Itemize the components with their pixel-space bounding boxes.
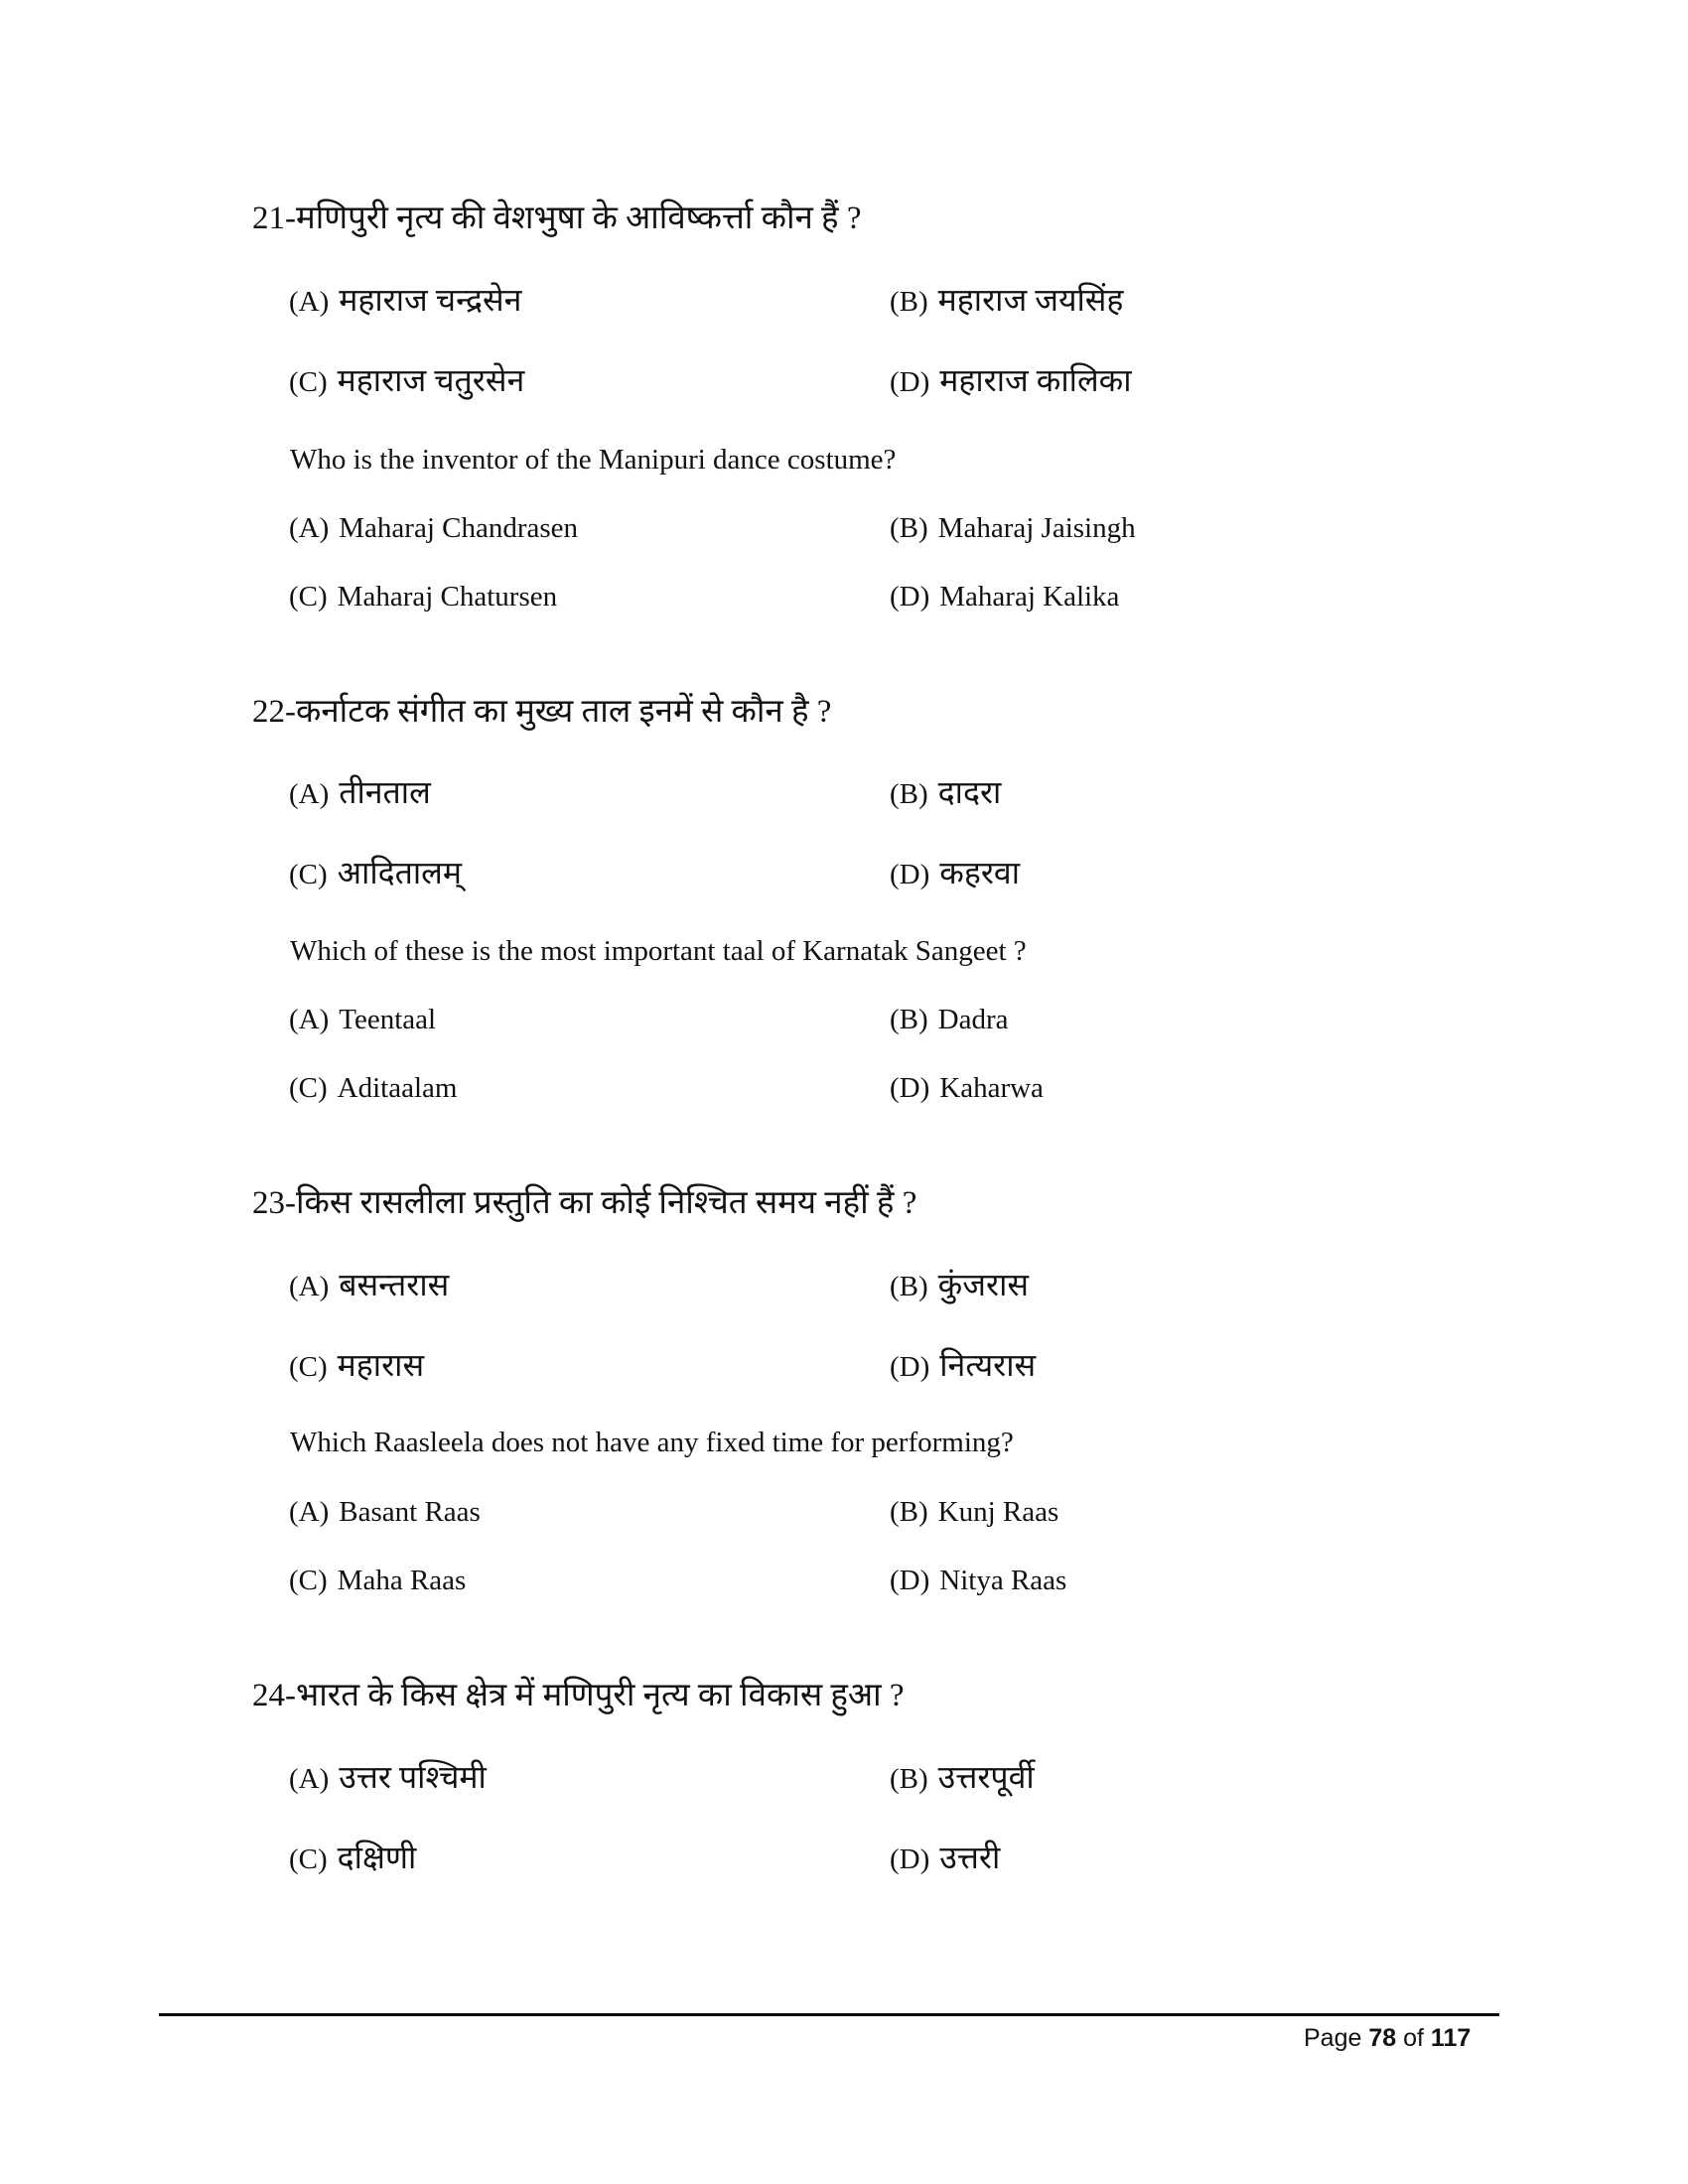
q23-hindi-option-c [289,1345,424,1387]
option-label: (B) [890,1271,928,1302]
footer-rule [159,2013,1499,2016]
option-label: (C) [289,1072,328,1104]
question-23-english: Which Raasleela does not have any fixed time for performing? [290,1427,1014,1458]
option-label: (D) [890,366,930,398]
q22-english-option-c [289,1070,457,1106]
option-label: (A) [289,1763,330,1795]
q24-hindi-option-d [890,1838,1000,1879]
option-text: Maharaj Chatursen [337,581,558,613]
option-label: (D) [890,581,930,613]
q21-english-option-c [289,579,557,614]
question-21-hindi [252,199,861,238]
option-text: Aditaalam [337,1072,458,1104]
question-22-english: Which of these is the most important taal of Karnatak Sangeet ? [290,935,1027,967]
option-text: उत्तरपूर्वी [937,1759,1035,1795]
option-label: (B) [890,286,928,318]
q24-hindi-option-a [289,1757,487,1799]
question-23-hindi [252,1183,916,1223]
option-text: Kunj Raas [937,1496,1059,1528]
option-label: (A) [289,512,330,544]
option-text: महाराज चतुरसेन [337,362,525,398]
option-label: (A) [289,1004,330,1035]
option-text: आदितालम् [337,855,463,890]
question-text: किस रासलीला प्रस्तुति का कोई निश्चित समय नहीं हैं ? [296,1185,917,1221]
option-label: (A) [289,286,330,318]
option-text: Maha Raas [337,1565,467,1596]
q21-english-option-a [289,510,578,546]
question-text: भारत के किस क्षेत्र में मणिपुरी नृत्य का विकास हुआ ? [296,1678,905,1713]
option-text: Kaharwa [939,1072,1044,1104]
option-label: (C) [289,366,328,398]
question-number: 24- [252,1678,296,1713]
option-label: (B) [890,1004,928,1035]
option-label: (C) [289,581,328,613]
option-label: (C) [289,1565,328,1596]
q23-hindi-option-d [890,1345,1036,1387]
q22-hindi-option-d [890,853,1020,894]
question-text: मणिपुरी नृत्य की वेशभुषा के आविष्कर्त्ता कौन हैं ? [296,201,862,236]
option-text: उत्तर पश्चिमी [339,1759,487,1795]
option-label: (A) [289,1271,330,1302]
option-text: Basant Raas [339,1496,481,1528]
q23-english-option-a [289,1494,481,1530]
option-text: Maharaj Kalika [939,581,1120,613]
option-text: नित्यरास [939,1347,1037,1383]
option-label: (B) [890,1763,928,1795]
question-number: 21- [252,201,296,236]
current-page: 78 [1368,2024,1397,2052]
option-label: (C) [289,1843,328,1875]
option-text: Nitya Raas [939,1565,1067,1596]
option-label: (D) [890,1072,930,1104]
option-label: (B) [890,778,928,810]
q21-english-option-d [890,579,1119,614]
question-number: 23- [252,1185,296,1221]
question-22-hindi [252,692,831,732]
page-prefix: Page [1304,2024,1362,2052]
option-text: महाराज चन्द्रसेन [339,282,522,318]
q21-hindi-option-d [890,360,1132,402]
option-label: (C) [289,1351,328,1383]
q23-english-option-d [890,1563,1066,1598]
option-label: (C) [289,859,328,890]
q22-english-option-b [890,1002,1009,1037]
q22-hindi-option-c [289,853,462,894]
option-text: कुंजरास [937,1267,1030,1302]
option-text: महाराज जयसिंह [937,282,1124,318]
option-text: महाराज कालिका [939,362,1132,398]
q21-hindi-option-c [289,360,524,402]
question-21-english: Who is the inventor of the Manipuri dance costume? [290,444,897,476]
q21-hindi-option-b [890,280,1123,322]
page-number [1304,2022,1471,2054]
option-text: दादरा [937,774,1002,810]
option-text: कहरवा [939,855,1021,890]
option-label: (A) [289,1496,330,1528]
page-of: of [1403,2024,1424,2052]
q21-english-option-b [890,510,1136,546]
q24-hindi-option-c [289,1838,416,1879]
option-label: (B) [890,1496,928,1528]
q24-hindi-option-b [890,1757,1035,1799]
option-text: Maharaj Jaisingh [937,512,1136,544]
q22-english-option-a [289,1002,436,1037]
option-label: (A) [289,778,330,810]
question-number: 22- [252,694,296,730]
option-text: Dadra [937,1004,1009,1035]
option-text: उत्तरी [939,1840,1001,1875]
option-label: (D) [890,859,930,890]
question-text: कर्नाटक संगीत का मुख्य ताल इनमें से कौन है ? [296,694,832,730]
option-text: बसन्तरास [339,1267,450,1302]
q23-english-option-c [289,1563,466,1598]
q22-hindi-option-b [890,772,1001,814]
option-label: (D) [890,1843,930,1875]
q23-hindi-option-b [890,1265,1029,1306]
q21-hindi-option-a [289,280,521,322]
option-text: तीनताल [339,774,431,810]
option-label: (B) [890,512,928,544]
total-pages: 117 [1430,2024,1472,2052]
option-text: महारास [337,1347,425,1383]
question-24-hindi [252,1676,905,1715]
option-label: (D) [890,1351,930,1383]
q22-hindi-option-a [289,772,431,814]
q23-english-option-b [890,1494,1058,1530]
option-label: (D) [890,1565,930,1596]
q22-english-option-d [890,1070,1044,1106]
option-text: दक्षिणी [337,1840,417,1875]
q23-hindi-option-a [289,1265,449,1306]
option-text: Maharaj Chandrasen [339,512,579,544]
option-text: Teentaal [339,1004,437,1035]
